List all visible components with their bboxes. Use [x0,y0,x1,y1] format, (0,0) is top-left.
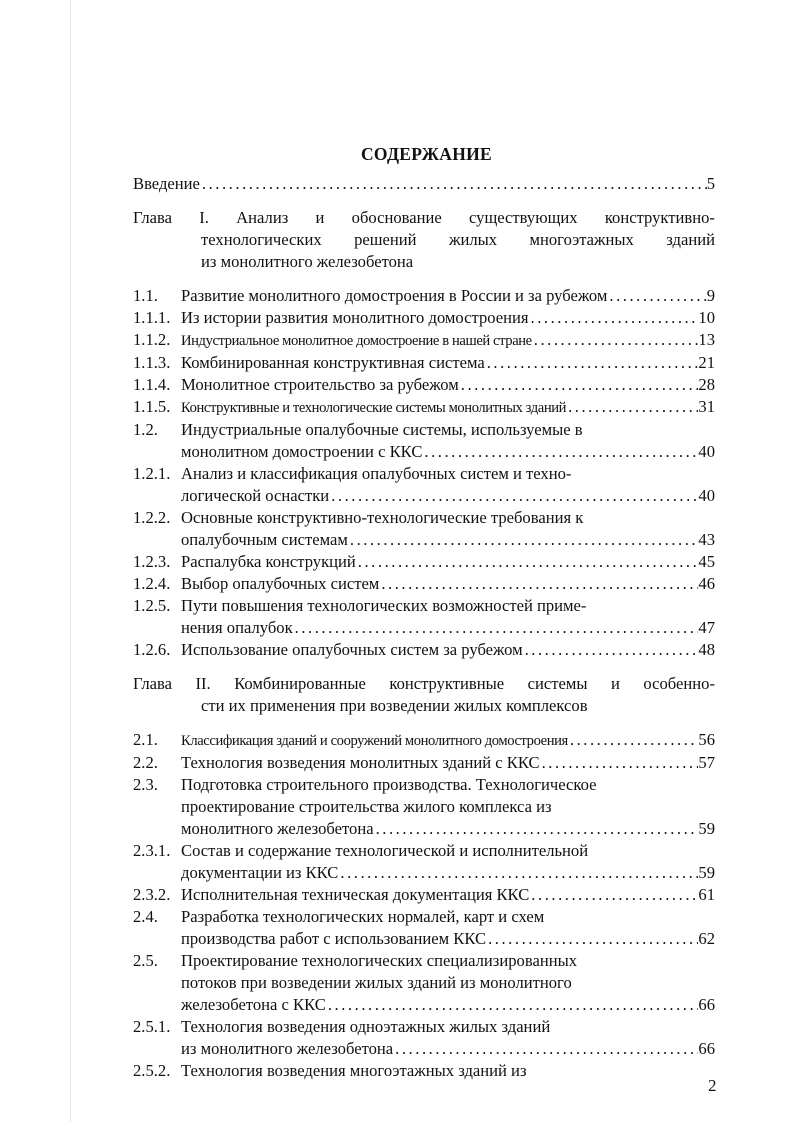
toc-entry[interactable] [133,329,715,352]
toc-leader-dots [566,396,698,418]
toc-entry-text: железобетона с ККС [181,995,326,1014]
toc-leader-dots [459,374,699,396]
toc-entry-number: 1.2.4. [133,574,171,593]
toc-entry-number: 1.1.1. [133,308,171,327]
toc-leader-dots [374,818,699,840]
toc-entry-text: Из истории развития монолитного домостроения [181,308,529,327]
chapter-2-line-1 [133,673,715,695]
toc-page-number: 59 [698,863,715,882]
toc-entry-text: Пути повышения технологических возможностей приме- [181,596,587,615]
toc-entry[interactable] [133,906,715,928]
toc-page-number: 5 [706,174,715,193]
toc-leader-dots [348,529,699,551]
toc-entry-continuation [133,862,715,884]
toc-entry-number: 2.4. [133,907,158,926]
chapter-1-heading[interactable] [133,207,715,273]
toc-entry-text: Исполнительная техническая документация ККС [181,885,530,904]
toc-entry-number: 1.1.4. [133,375,171,394]
table-of-contents [133,173,715,1082]
heading-word: жилых [448,230,498,249]
heading-word: Глава [133,674,172,693]
toc-page-number: 21 [698,353,715,372]
toc-page-number: 43 [698,530,715,549]
toc-entry-continuation [133,796,715,818]
toc-entry-number: 2.5.2. [133,1061,171,1080]
page-number: 2 [708,1076,717,1095]
toc-entry-text: Индустриальное монолитное домостроение в нашей стране [181,333,532,349]
toc-entry[interactable] [133,1016,715,1038]
toc-entry-continuation [133,972,715,994]
toc-entry[interactable] [133,639,715,661]
toc-entry-number: 2.3.1. [133,841,171,860]
toc-entry-text: Проектирование технологических специализированных [181,951,578,970]
toc-leader-dots [338,862,698,884]
toc-page-number: 59 [698,819,715,838]
toc-entry[interactable] [133,595,715,617]
heading-word: Анализ [236,208,289,227]
heading-word: обоснование [351,208,442,227]
heading-word: решений [354,230,417,249]
heading-word: особенно- [643,674,715,693]
toc-entry-text: Анализ и классификация опалубочных систем и техно- [181,464,572,483]
toc-leader-dots [607,285,706,307]
toc-page-number: 46 [698,574,715,593]
toc-page-number: 66 [698,995,715,1014]
toc-page-number: 47 [698,618,715,637]
page-title: СОДЕРЖАНИЕ [360,144,492,164]
toc-entry-number: 1.2.3. [133,552,171,571]
heading-word: многоэтажных [529,230,634,249]
toc-page-number: 61 [698,885,715,904]
toc-entry-continuation [133,617,715,639]
toc-entry[interactable] [133,551,715,573]
toc-entry-text: из монолитного железобетона [181,1039,394,1058]
toc-leader-dots [523,639,699,661]
toc-entry-text: Основные конструктивно-технологические требования к [181,508,584,527]
toc-entry[interactable] [133,507,715,529]
toc-entry-text: проектирование строительства жилого комплекса из [181,797,552,816]
toc-entry-continuation [133,818,715,840]
toc-entry-number: 1.2. [133,420,158,439]
toc-page-number: 13 [698,330,715,349]
toc-leader-dots [422,441,698,463]
toc-leader-dots [529,884,698,906]
toc-entry-number: 1.2.1. [133,464,171,483]
toc-entry-continuation [133,529,715,551]
chapter-2-line-2: сти их применения при возведении жилых комплексов [201,696,588,715]
heading-word: Комбинированные [234,674,366,693]
toc-entry-number: 2.3. [133,775,158,794]
toc-entry-continuation [133,994,715,1016]
toc-entry-number: 2.3.2. [133,885,171,904]
toc-entry[interactable] [133,352,715,374]
toc-entry-text: нения опалубок [181,618,293,637]
chapter-1-line-1 [133,207,715,229]
toc-page-number: 56 [698,730,715,749]
toc-page-number: 28 [698,375,715,394]
toc-entry-number: 1.1. [133,286,158,305]
toc-page-number: 40 [698,486,715,505]
toc-entry-continuation [133,1038,715,1060]
toc-entry-number: 1.2.5. [133,596,171,615]
toc-entry-text: Технология возведения одноэтажных жилых зданий [181,1017,551,1036]
toc-leader-dots [393,1038,698,1060]
toc-leader-dots [293,617,699,639]
toc-entry-text: документации из ККС [181,863,339,882]
toc-entry-number: 1.2.2. [133,508,171,527]
heading-word: Глава [133,208,172,227]
toc-entry-text: Подготовка строительного производства. Технологическое [181,775,597,794]
toc-entry-number: 1.1.3. [133,353,171,372]
toc-entry-text: Конструктивные и технологические системы монолитных зданий [181,400,567,416]
toc-entry-text: опалубочным системам [181,530,348,549]
heading-word: существующих [469,208,578,227]
toc-entry-text: Технология возведения многоэтажных зданий из [181,1061,527,1080]
toc-entry-text: Использование опалубочных систем за рубежом [181,640,523,659]
toc-entry[interactable] [133,729,715,752]
toc-page-number: 57 [698,753,715,772]
chapter-1-line-2 [133,229,715,251]
scan-edge-line [70,0,71,1122]
toc-entry[interactable] [133,840,715,862]
toc-entry-text: Классификация зданий и сооружений монолитного домостроения [181,733,568,749]
toc-entry-text: монолитном домостроении с ККС [181,442,423,461]
toc-leader-dots [540,752,699,774]
toc-entry[interactable] [133,307,715,329]
toc-leader-dots [329,485,698,507]
toc-entry-text: Введение [133,174,200,193]
heading-word: конструктивно- [604,208,715,227]
heading-word: и [315,208,325,227]
toc-leader-dots [356,551,699,573]
toc-entry[interactable] [133,396,715,419]
toc-entry[interactable] [133,374,715,396]
toc-page-number: 9 [706,286,715,305]
chapter-2-heading[interactable] [133,673,715,717]
heading-word: конструктивные [389,674,505,693]
toc-page-number: 62 [698,929,715,948]
toc-leader-dots [532,329,699,351]
chapter-2-entries [133,729,715,1082]
toc-entry-text: монолитного железобетона [181,819,374,838]
toc-entry[interactable] [133,950,715,972]
toc-entry-number: 2.2. [133,753,158,772]
toc-entry-number: 2.1. [133,730,158,749]
toc-leader-dots [529,307,699,329]
toc-entry[interactable] [133,463,715,485]
toc-entry-text: Технология возведения монолитных зданий с ККС [181,753,540,772]
toc-entry[interactable] [133,285,715,307]
toc-entry[interactable] [133,573,715,595]
heading-word: и [611,674,620,693]
toc-leader-dots [200,173,707,195]
toc-entry-continuation [133,485,715,507]
toc-entry-continuation [133,928,715,950]
toc-entry-intro[interactable] [133,173,715,195]
toc-entry-text: Развитие монолитного домостроения в России и за рубежом [181,286,608,305]
toc-entry-text: Состав и содержание технологической и исполнительной [181,841,589,860]
toc-entry-text: Индустриальные опалубочные системы, используемые в [181,420,583,439]
toc-entry-number: 2.5.1. [133,1017,171,1036]
toc-entry-number: 1.1.2. [133,330,171,349]
toc-entry-continuation [133,441,715,463]
toc-entry[interactable] [133,419,715,441]
toc-entry-text: Разработка технологических нормалей, карт и схем [181,907,545,926]
toc-entry-text: Распалубка конструкций [181,552,356,571]
toc-entry[interactable] [133,884,715,906]
toc-entry[interactable] [133,774,715,796]
heading-word: технологических [201,230,322,249]
toc-page-number: 31 [698,397,715,416]
toc-entry-number: 2.5. [133,951,158,970]
heading-word: II. [195,674,211,693]
toc-entry-text: Комбинированная конструктивная система [181,353,485,372]
toc-page-number: 40 [698,442,715,461]
chapter-1-entries [133,285,715,661]
toc-leader-dots [568,729,699,751]
toc-entry[interactable] [133,1060,715,1082]
toc-entry-number: 1.1.5. [133,397,171,416]
toc-page-number: 10 [698,308,715,327]
toc-page-number: 66 [698,1039,715,1058]
heading-word: I. [199,208,209,227]
toc-entry[interactable] [133,752,715,774]
toc-entry-number: 1.2.6. [133,640,171,659]
toc-entry-text: потоков при возведении жилых зданий из монолитного [181,973,572,992]
toc-entry-text: производства работ с использованием ККС [181,929,487,948]
heading-word: зданий [666,230,715,249]
toc-page-number: 48 [698,640,715,659]
toc-entry-text: логической оснастки [181,486,330,505]
toc-entry-text: Выбор опалубочных систем [181,574,380,593]
heading-word: системы [527,674,588,693]
toc-leader-dots [326,994,699,1016]
toc-leader-dots [485,352,699,374]
toc-leader-dots [379,573,698,595]
toc-page-number: 45 [698,552,715,571]
toc-leader-dots [486,928,698,950]
toc-entry-text: Монолитное строительство за рубежом [181,375,459,394]
chapter-1-line-3: из монолитного железобетона [201,252,414,271]
